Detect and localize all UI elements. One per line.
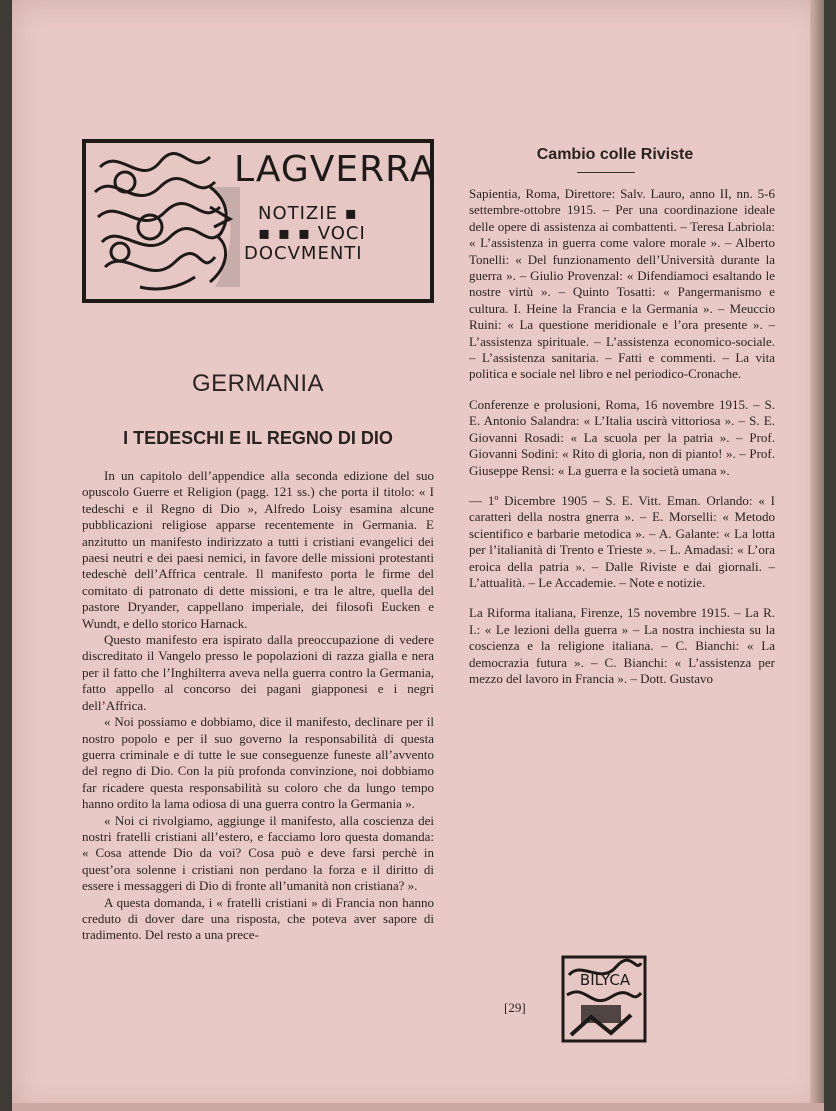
right-column-title: Cambio colle Riviste <box>536 146 694 163</box>
page-edge <box>810 0 824 1111</box>
masthead-title: LAGVERRA <box>234 149 436 190</box>
review-entry: La Riforma italiana, Firenze, 15 novembre 1915. – La R. I.: « Le lezioni della guerra » – La nostra inchiesta su la coscienza e la religione italiana. – C. Bianchi: « La democrazia futura ». – C. Bianchi: « L’assistenza per mezzo del lavoro in Francia ». – Dott. Gustavo <box>469 605 775 686</box>
masthead-la-guerra <box>82 139 434 303</box>
article-paragraph: A questa domanda, i « fratelli cristiani » di Francia non hanno creduto di dover dare una risposta, che poteva aver sapore di tradimento. Del resto a una prece- <box>82 894 434 943</box>
article-paragraph: « Noi possiamo e dobbiamo, dice il manifesto, declinare per il nostro popolo e per il suo governo la responsabilità di questa guerra criminale e di tutte le sue conseguenze funeste all’avvento del regno di Dio. Con la più profonda convinzione, noi dobbiamo far ricadere questa responsabilità su coloro che da lungo tempo hanno ordito la lama odiosa di una guerra contro la Germania ». <box>82 714 434 812</box>
article-paragraph: « Noi ci rivolgiamo, aggiunge il manifesto, alla coscienza dei nostri fratelli cristiani all’estero, e facciamo loro questa domanda: « Cosa attende Dio da voi? Cosa può e deve farsi perchè in quest’ora solenne i cristiani non perdano la forza e il diritto di essere i messaggeri di Dio di fronte all’umanità non cristiana? ». <box>82 812 434 894</box>
title-rule <box>577 172 635 173</box>
svg-text:BILYCA: BILYCA <box>579 971 631 989</box>
article-body <box>82 468 434 944</box>
article-title: I TEDESCHI E IL REGNO DI DIO <box>123 428 393 448</box>
review-list <box>469 186 775 687</box>
review-entry: Conferenze e prolusioni, Roma, 16 novembre 1915. – S. E. Antonio Salandra: « L’Italia uscirà vittoriosa ». – S. E. Giovanni Rosadi: « La scuola per la patria ». – Prof. Giovanni Sodini: « Rito di gloria, non di pianto! ». – Prof. Giuseppe Rensi: « La guerra e la società umana ». <box>469 396 775 478</box>
article-paragraph: In un capitolo dell’appendice alla seconda edizione del suo opuscolo Guerre et Religion (pagg. 121 ss.) che porta il titolo: « I tedeschi e il Regno di Dio », Alfredo Loisy esamina alcune pubblicazioni religiose apparse recentemente in Germania. E anzitutto un manifesto indirizzato a tutti i cristiani evangelici dei paesi neutri e dei paesi nemici, in favore delle missioni protestanti tedeschè dell’Affrica centrale. Il manifesto porta le firme del comitato di patronato di dette missioni, e tra le altre, quella del pastore Dryander, cappellano imperiale, dei filosofi Eucken e Wundt, e dello storico Harnack. <box>82 468 434 631</box>
review-entry: Sapientia, Roma, Direttore: Salv. Lauro, anno II, nn. 5-6 settembre-ottobre 1915. – Per una coordinazione ideale delle opere di assistenza ai combattenti. – Teresa Labriola: « L’assistenza in guerra come valore morale ». – Alberto Tonelli: « Del funzionamento dell’Università durante la guerra ». – Giulio Provenzal: « Difendiamoci esaltando le nostre virtù ». – Quinto Tosatti: « Pangermanismo e cultura. I. Heine la Francia e la Germania ». – Meuccio Ruini: « La questione meridionale e l’ora presente ». – L’assistenza spirituale. – L’assistenza economico-sociale. – L’assistenza sanitaria. – Fatti e commenti. – La vita politica e sociale nel libro e nel periodico-Cronache. <box>469 186 775 382</box>
masthead-line-notizie: NOTIZIE ▪ <box>258 203 358 224</box>
medusa-snakes-illustration <box>90 147 240 297</box>
page-bottom-edge <box>12 1103 824 1111</box>
review-entry: — 1º Dicembre 1905 – S. E. Vitt. Eman. Orlando: « I caratteri della nostra gnerra ». – E. Morselli: « Metodo scientifico e barbarie metodica ». – A. Galante: « La lotta per l’italianità di Trento e Trieste ». – L. Amadasi: « L’ora eroica della patria ». – Dalle Riviste e dai giornali. – L’attualità. – Le Accademie. – Note e notizie. <box>469 492 775 590</box>
page-number: [29] <box>504 1000 526 1015</box>
section-title: GERMANIA <box>191 370 324 397</box>
masthead-line-voci: ▪ ▪ ▪ VOCI <box>258 223 366 244</box>
ex-libris-stamp <box>561 955 647 1043</box>
masthead-line-documenti: DOCVMENTI <box>244 243 363 264</box>
article-paragraph: Questo manifesto era ispirato dalla preoccupazione di vedere discreditato il Vangelo presso le popolazioni di razza gialla e nera per il fatto che l’Inghilterra aveva nella guerra contro la Germania, fatto appello al concorso dei pagani giapponesi e i negri dell’Affrica. <box>82 632 434 713</box>
